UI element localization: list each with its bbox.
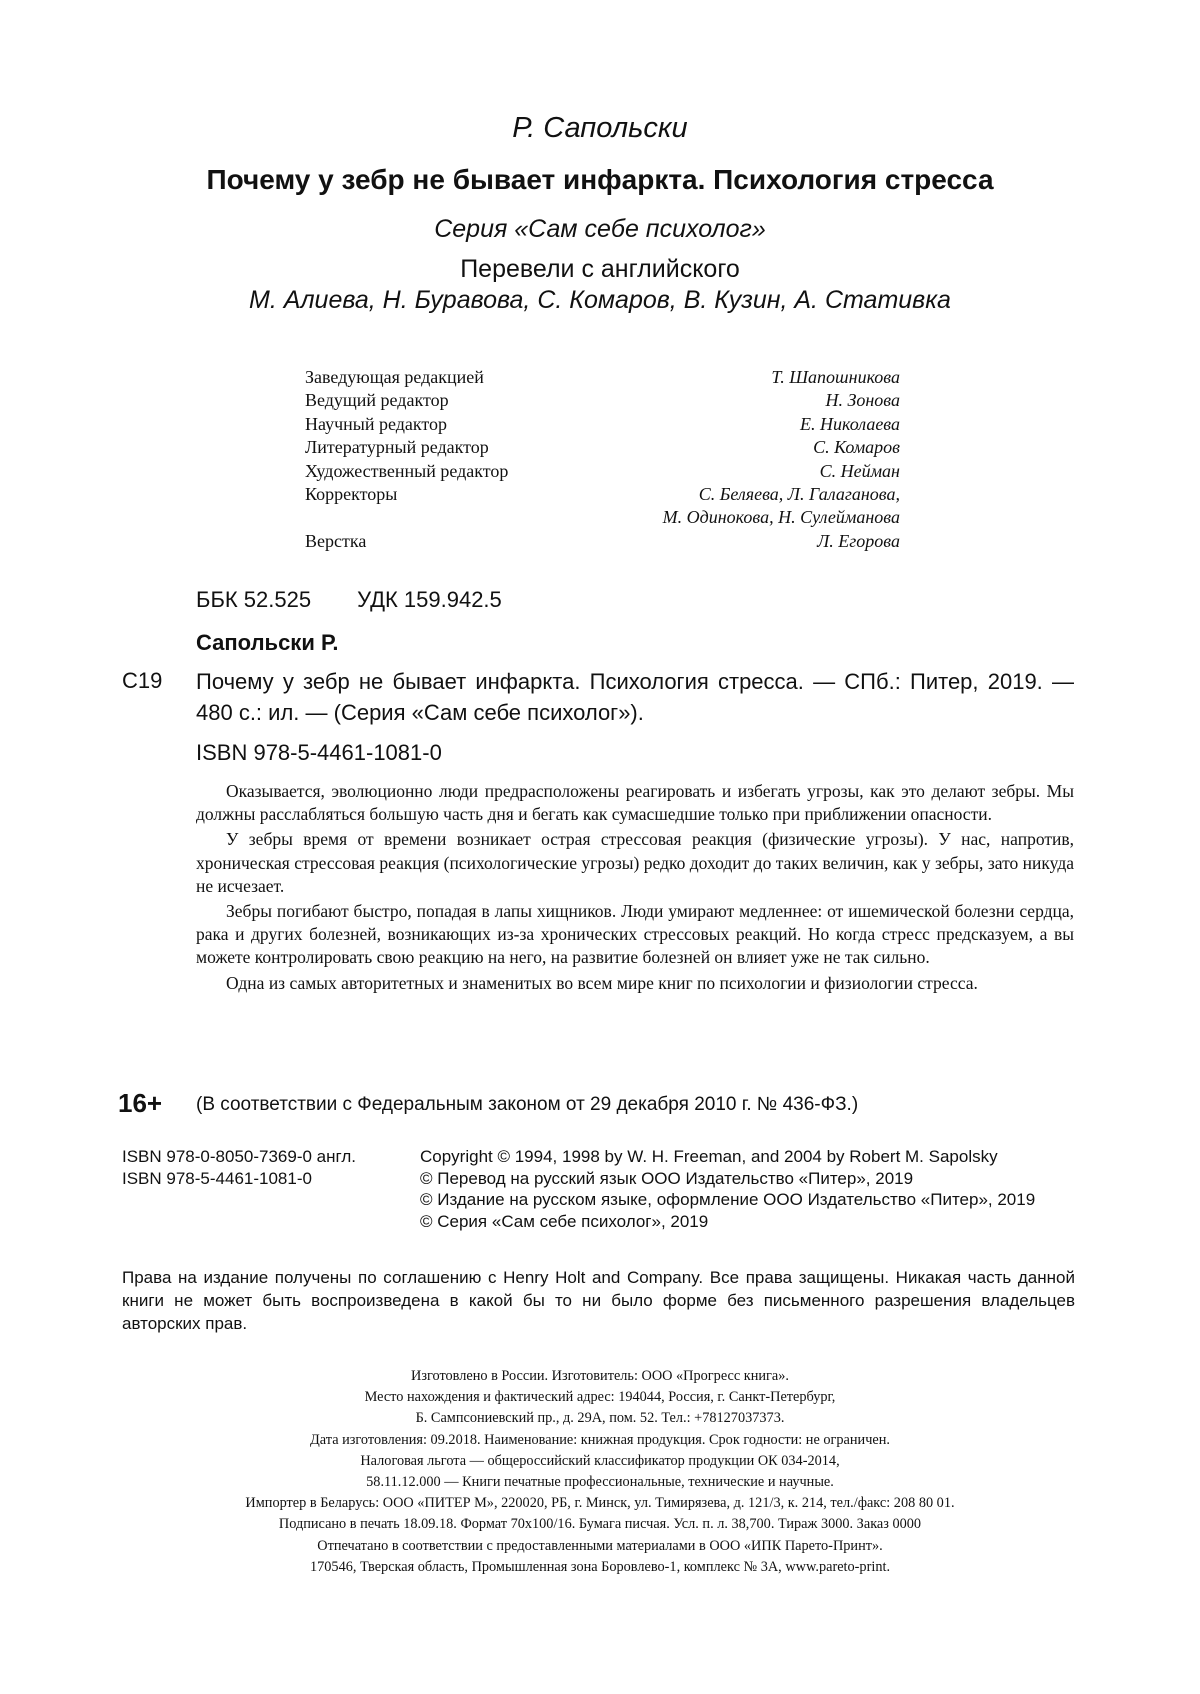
classification-codes xyxy=(196,587,502,613)
copyright-line: © Издание на русском языке, оформление ООО Издательство «Питер», 2019 xyxy=(420,1190,1036,1209)
translators: М. Алиева, Н. Буравова, С. Комаров, В. Кузин, А. Стативка xyxy=(249,286,951,314)
credit-role: Верстка xyxy=(305,530,367,551)
udk-code: УДК 159.942.5 xyxy=(357,587,502,612)
imprint-line: 58.11.12.000 — Книги печатные профессиональные, технические и научные. xyxy=(366,1474,834,1491)
credit-row xyxy=(305,483,900,506)
isbn-item: ISBN 978-0-8050-7369-0 англ. xyxy=(122,1147,356,1166)
imprint-line: Подписано в печать 18.09.18. Формат 70х100/16. Бумага писчая. Усл. п. л. 38,700. Тираж 3000. Заказ 0000 xyxy=(278,1516,922,1533)
credit-role: Художественный редактор xyxy=(305,460,509,481)
credit-row xyxy=(305,413,900,436)
credit-role: Ведущий редактор xyxy=(305,390,449,411)
bbk-code: ББК 52.525 xyxy=(196,587,312,612)
copyright-line: © Перевод на русский язык ООО Издательство «Питер», 2019 xyxy=(420,1168,914,1188)
credits-list xyxy=(305,366,900,553)
annotation-paragraph: Оказывается, эволюционно люди предрасположены реагировать и избегать угрозы, как это делают зебры. Мы должны расслабляться большую часть дня и бегать как сумасшедшие только при приближении опасности. xyxy=(196,781,1074,825)
credit-row xyxy=(305,389,900,412)
age-rating-note: (В соответствии с Федеральным законом от 29 декабря 2010 г. № 436-ФЗ.) xyxy=(196,1094,859,1115)
imprint-line: Отпечатано в соответствии с предоставленными материалами в ООО «ИПК Парето-Принт». xyxy=(317,1537,883,1554)
imprint-line: Импортер в Беларусь: ООО «ПИТЕР М», 220020, РБ, г. Минск, ул. Тимирязева, д. 121/3, к. 214, тел./факс: 208 80 01. xyxy=(245,1495,955,1512)
imprint-line: Дата изготовления: 09.2018. Наименование: книжная продукция. Срок годности: не ограничен. xyxy=(310,1431,890,1448)
card-isbn: ISBN 978-5-4461-1081-0 xyxy=(196,740,442,765)
credit-role: Заведующая редакцией xyxy=(305,367,484,387)
imprint-line: Б. Сампсониевский пр., д. 29А, пом. 52. Тел.: +78127037373. xyxy=(415,1410,785,1427)
credit-role: Литературный редактор xyxy=(305,437,489,458)
credit-role: Корректоры xyxy=(305,483,398,504)
imprint-line: Изготовлено в России. Изготовитель: ООО «Прогресс книга». xyxy=(411,1368,789,1384)
annotation-paragraph: Одна из самых авторитетных и знаменитых во всем мире книг по психологии и физиологии стресса. xyxy=(226,972,978,993)
translated-from: Перевели с английского xyxy=(460,255,740,283)
imprint xyxy=(0,1366,1200,1578)
copyright-line: © Серия «Сам себе психолог», 2019 xyxy=(420,1211,709,1231)
credit-name: С. Комаров xyxy=(813,437,900,458)
copyright-line: Copyright © 1994, 1998 by W. H. Freeman, and 2004 by Robert M. Sapolsky xyxy=(420,1147,998,1166)
isbn-list xyxy=(122,1146,356,1189)
credit-row xyxy=(305,530,900,553)
credit-role: Научный редактор xyxy=(305,413,448,434)
rights-notice: Права на издание получены по соглашению с Henry Holt and Company. Все права защищены. Никакая часть данной книги не может быть воспроизведена в какой бы то ни было форме без письменного разрешения владельцев авторских прав. xyxy=(122,1268,1075,1333)
age-rating: 16+ xyxy=(118,1088,163,1118)
book-author: Р. Сапольски xyxy=(512,112,688,144)
annotation-paragraph: У зебры время от времени возникает острая стрессовая реакция (физические угрозы). У нас, напротив, хроническая стрессовая реакция (психологические угрозы) редко доходит до таких величин, как у зебры, зато никуда не исчезает. xyxy=(196,829,1074,896)
credit-row xyxy=(305,506,900,529)
imprint-line: Налоговая льгота — общероссийский классификатор продукции ОК 034-2014, xyxy=(360,1452,840,1469)
book-title: Почему у зебр не бывает инфаркта. Психология стресса xyxy=(206,164,994,195)
credit-name: С. Нейман xyxy=(819,460,900,481)
annotation xyxy=(196,780,1074,997)
credit-name: Т. Шапошникова xyxy=(771,367,900,387)
credit-row xyxy=(305,366,900,389)
credit-name: С. Беляева, Л. Галаганова, xyxy=(698,483,900,504)
card-code: С19 xyxy=(122,668,163,693)
annotation-paragraph: Зебры погибают быстро, попадая в лапы хищников. Люди умирают медленнее: от ишемической болезни сердца, рака и других болезней, возникающих из-за хронических стрессовых реакций. Но когда стресс предсказуем, а вы можете контролировать свою реакцию на него, на развитие болезней он влияет уже не так сильно. xyxy=(196,901,1074,968)
credit-name: Л. Егорова xyxy=(817,530,900,551)
credit-name: Н. Зонова xyxy=(825,390,900,411)
isbn-item: ISBN 978-5-4461-1081-0 xyxy=(122,1168,312,1188)
credit-name: Е. Николаева xyxy=(799,413,900,434)
card-description: Почему у зебр не бывает инфаркта. Психология стресса. — СПб.: Питер, 2019. — 480 с.: ил. — (Серия «Сам себе психолог»). xyxy=(196,669,1074,725)
imprint-line: 170546, Тверская область, Промышленная зона Боровлево-1, комплекс № 3А, www.pareto-print. xyxy=(309,1558,891,1575)
credit-row xyxy=(305,460,900,483)
credit-name: М. Одинокова, Н. Сулейманова xyxy=(662,507,900,528)
copyright-list xyxy=(420,1146,1035,1232)
credit-row xyxy=(305,436,900,459)
card-author: Сапольски Р. xyxy=(196,630,339,655)
imprint-line: Место нахождения и фактический адрес: 194044, Россия, г. Санкт-Петербург, xyxy=(364,1389,836,1406)
book-series: Серия «Сам себе психолог» xyxy=(434,215,766,243)
